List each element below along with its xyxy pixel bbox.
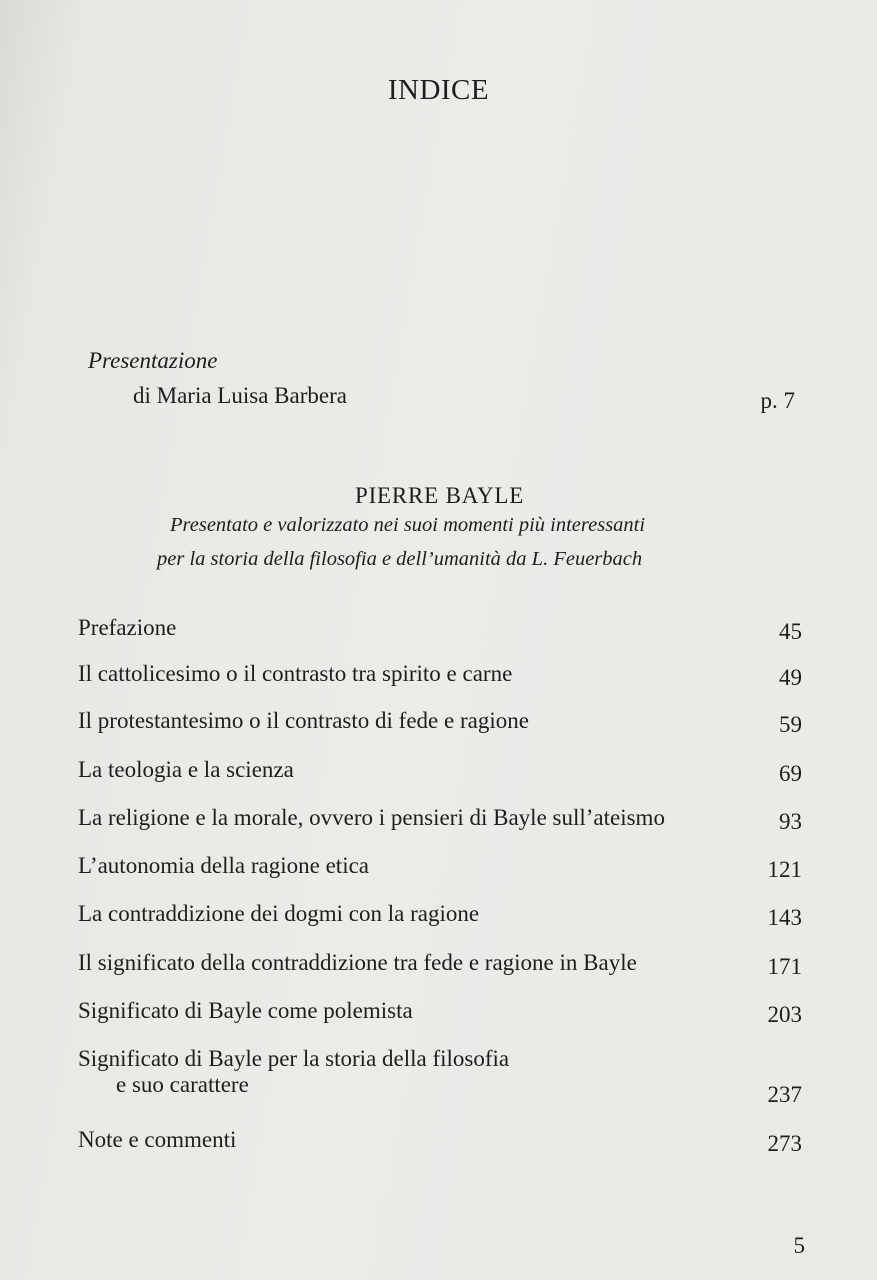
toc-entry <box>78 901 802 931</box>
toc-entry-title <box>78 1046 509 1098</box>
page-number: 5 <box>793 1233 805 1258</box>
toc-entry-title: La religione e la morale, ovvero i pensieri di Bayle sull’ateismo <box>78 805 665 830</box>
toc-entry <box>78 615 802 645</box>
toc-entry-title: Il protestantesimo o il contrasto di fede e ragione <box>78 708 529 733</box>
toc-entry-page: 45 <box>779 619 802 644</box>
toc-entry-title-line-2: e suo carattere <box>116 1072 249 1097</box>
toc-entry-title: La contraddizione dei dogmi con la ragione <box>78 901 480 926</box>
toc-entry-title: Significato di Bayle come polemista <box>78 998 413 1023</box>
toc-entry-title-line-1: Significato di Bayle per la storia della filosofia <box>78 1046 510 1071</box>
toc-entry-page: 69 <box>779 761 802 786</box>
section-subtitle-line-1: Presentato e valorizzato nei suoi momenti più interessanti <box>170 514 646 536</box>
toc-entry <box>78 853 802 883</box>
toc-entry-title: Prefazione <box>78 615 177 640</box>
toc-entry <box>78 661 802 691</box>
page-title: INDICE <box>387 74 490 106</box>
toc-entry-page: 143 <box>767 905 802 930</box>
toc-entry-page: 93 <box>779 809 802 834</box>
toc-entry <box>78 805 802 835</box>
toc-entry-page: 171 <box>767 954 802 979</box>
section-subtitle-line-2: per la storia della filosofia e dell’umanità da L. Feuerbach <box>157 548 643 570</box>
presentation-author: di Maria Luisa Barbera <box>133 383 347 408</box>
toc-entry-page: 59 <box>779 712 802 737</box>
toc-entry-title: Il significato della contraddizione tra fede e ragione in Bayle <box>78 950 637 975</box>
toc-entry-title: La teologia e la scienza <box>78 757 294 782</box>
toc-entry-page: 237 <box>767 1082 802 1107</box>
presentation-page-number: p. 7 <box>760 388 795 413</box>
toc-entry-title: Note e commenti <box>78 1127 237 1152</box>
toc-entry-page: 49 <box>779 665 802 690</box>
section-title: PIERRE BAYLE <box>355 483 525 508</box>
toc-entry <box>78 1127 802 1157</box>
toc-entry-title: Il cattolicesimo o il contrasto tra spirito e carne <box>78 661 513 686</box>
toc-entry <box>78 950 802 980</box>
toc-entry <box>78 1046 802 1108</box>
toc-entry-page: 203 <box>767 1002 802 1027</box>
toc-entry <box>78 998 802 1028</box>
toc-entry <box>78 708 802 738</box>
presentation-label: Presentazione <box>88 348 218 373</box>
toc-entry-title: L’autonomia della ragione etica <box>78 853 370 878</box>
toc-entry-page: 121 <box>767 857 802 882</box>
toc-entry <box>78 757 802 787</box>
toc-entry-page: 273 <box>767 1131 802 1156</box>
